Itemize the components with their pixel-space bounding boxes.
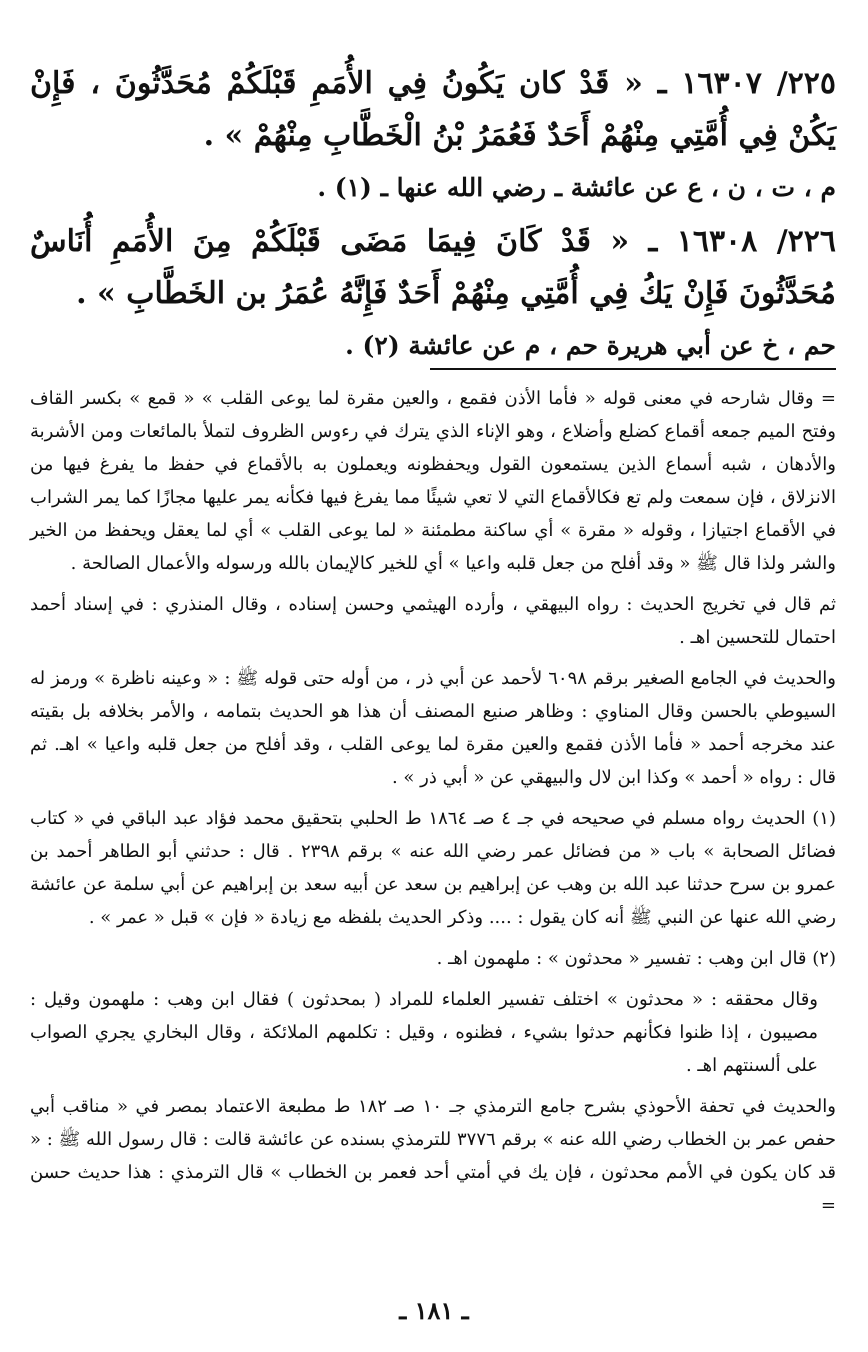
footnote-separator (430, 368, 836, 370)
hadith-225-source: م ، ت ، ن ، ع عن عائشة ـ رضي الله عنها ـ (١) . (317, 173, 836, 202)
footnote-2-tuhfa: والحديث في تحفة الأحوذي بشرح جامع الترمذي جـ ١٠ صـ ١٨٢ ط مطبعة الاعتماد بمصر في « مناقب أبي حفص عمر بن الخطاب رضي الله عنه » برقم ٣٧٧٦ للترمذي بسنده عن عائشة قالت : قال رسول الله ﷺ : « قد كان يكون في الأمم محدثون ، فإن يك في أمتي أحد فعمر بن الخطاب » قال الترمذي : هذا حديث حسن = (30, 1096, 837, 1216)
footnote-1: (١) الحديث رواه مسلم في صحيحه في جـ ٤ صـ ١٨٦٤ ط الحلبي بتحقيق محمد فؤاد عبد الباقي في « كتاب فضائل الصحابة » باب « من فضائل عمر رضي الله عنه » برقم ٢٣٩٨ . قال : حدثني أبو الطاهر أحمد بن عمرو بن سرح حدثنا عبد الله بن وهب عن إبراهيم بن سعد عن أبيه سعد بن إبراهيم عن أبي سلمة عن عائشة رضي الله عنها عن النبي ﷺ أنه كان يقول : .... وذكر الحديث بلفظه مع زيادة « فإن » قبل « عمر » . (30, 808, 836, 928)
footnotes-section (30, 382, 836, 1230)
footnote-takhrij: ثم قال في تخريج الحديث : رواه البيهقي ، وأرده الهيثمي وحسن إسناده ، وقال المنذري : في إسناد أحمد احتمال للتحسين اهـ . (30, 594, 836, 648)
page-number: ـ ١٨١ ـ (399, 1296, 469, 1325)
main-hadith-section (30, 58, 836, 368)
hadith-225: ٢٢٥/ ١٦٣٠٧ ـ « قَدْ كان يَكُونُ فِي الأُمَمِ قَبْلَكُمْ مُحَدَّثُونَ ، فَإِنْ يَكُنْ فِي أُمَّتِي مِنْهُمْ أَحَدٌ فَعُمَرُ بْنُ الْخَطَّابِ مِنْهُمْ » . (30, 66, 836, 153)
hadith-226-source: حم ، خ عن أبي هريرة حم ، م عن عائشة (٢) . (345, 331, 836, 360)
footnote-2: (٢) قال ابن وهب : تفسير « محدثون » : ملهمون اهـ . (436, 948, 836, 969)
footnote-jami-saghir: والحديث في الجامع الصغير برقم ٦٠٩٨ لأحمد عن أبي ذر ، من أوله حتى قوله ﷺ : « وعينه ناظرة » ورمز له السيوطي بالحسن وقال المناوي : وظاهر صنيع المصنف أن هذا هو الحديث بتمامه ، والأمر بخلافه بل بقيته عند مخرجه أحمد « فأما الأذن فقمع والعين مقرة لما يوعى القلب ، وقد أفلح من جعل قلبه واعيا » اهـ. ثم قال : رواه « أحمد » وكذا ابن لال والبيهقي عن « أبي ذر » . (30, 668, 836, 788)
footnote-2-muhaqqiq: وقال محققه : « محدثون » اختلف تفسير العلماء للمراد ( بمحدثون ) فقال ابن وهب : ملهمون وقيل : مصيبون ، إذا ظنوا فكأنهم حدثوا بشيء ، فظنوه ، وقيل : تكلمهم الملائكة ، وقال البخاري يجري الصواب على ألسنتهم اهـ . (30, 989, 818, 1076)
footnote-continuation: = وقال شارحه في معنى قوله « فأما الأذن فقمع ، والعين مقرة لما يوعى القلب » « قمع » بكسر القاف وفتح الميم جمعه أقماع كضلع وأضلاع ، وهو الإناء الذي يترك في رءوس الظروف لتملأ بالمائعات ومن الأشربة والأدهان ، شبه أسماع الذين يستمعون القول ويحفظونه ويعملون به بالأقماع في حفظ ما يفرغ فيها من الانزلاق ، فإن سمعت ولم تع فكالأقماع التي لا تعي شيئًا مما يفرغ فيها فكأنه يمر عليها مجازًا كما يمر الشراب في الأقماع اجتيازا ، وقوله « مقرة » أي ساكنة مطمئنة « لما يوعى القلب » أي لما يعقل ويحفظ من الخير والشر ولذا قال ﷺ « وقد أفلح من جعل قلبه واعيا » أي للخير كالإيمان بالله ورسوله والأعمال الصالحة . (30, 388, 836, 574)
hadith-226: ٢٢٦/ ١٦٣٠٨ ـ « قَدْ كَانَ فِيمَا مَضَى قَبْلَكُمْ مِنَ الأُمَمِ أُنَاسٌ مُحَدَّثُونَ فَإِنْ يَكُ فِي أُمَّتِي مِنْهُمْ أَحَدٌ فَإِنَّهُ عُمَرُ بن الخَطَّابِ » . (30, 224, 836, 311)
